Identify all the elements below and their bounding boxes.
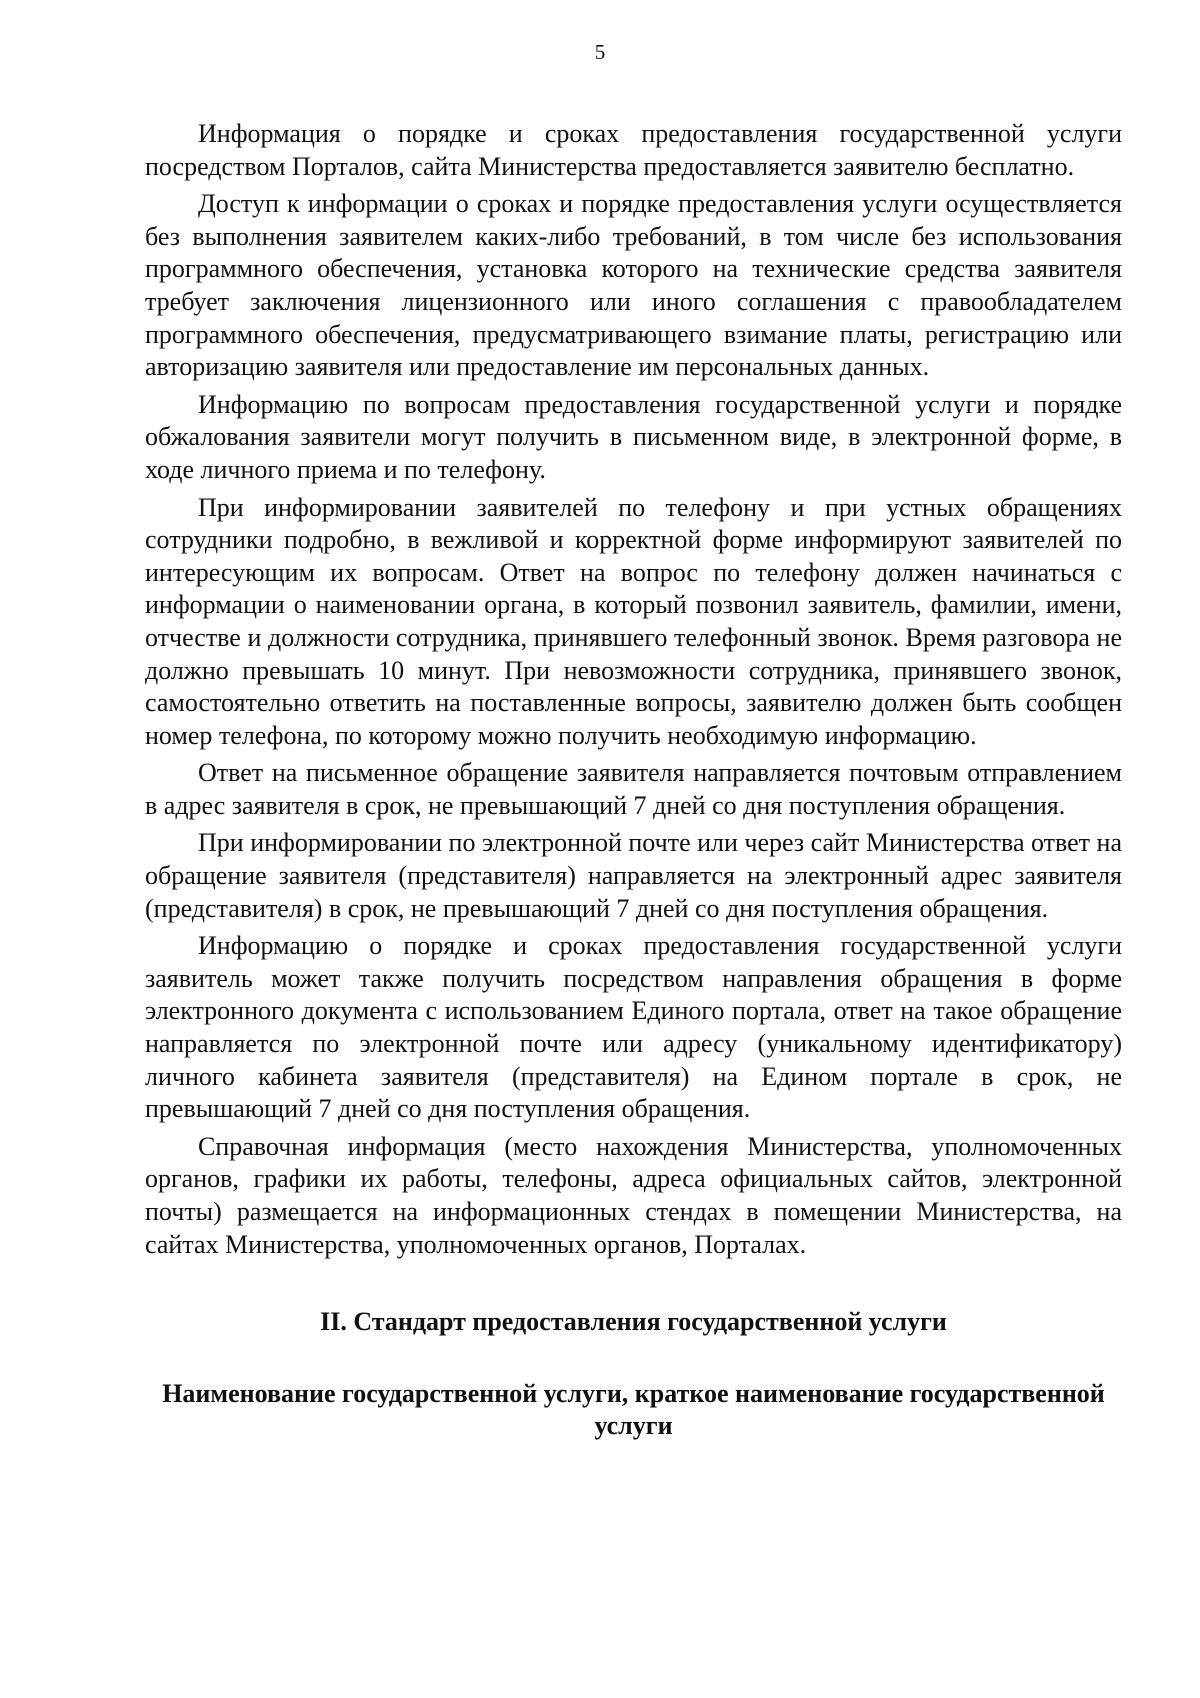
document-body xyxy=(145,118,1122,1442)
paragraph-written-reply: Ответ на письменное обращение заявителя направляется почтовым отправлением в адрес заявителя в срок, не превышающий 7 дней со дня поступления обращения. xyxy=(145,758,1122,820)
paragraph-info-channels: Информацию по вопросам предоставления государственной услуги и порядке обжалования заявители могут получить в письменном виде, в электронной форме, в ходе личного приема и по телефону. xyxy=(145,389,1122,484)
paragraph-unified-portal: Информацию о порядке и сроках предоставления государственной услуги заявитель может также получить посредством направления обращения в форме электронного документа с использованием Единого портала, ответ на такое обращение направляется по электронной почте или адресу (уникальному идентификатору) личного кабинета заявителя (представителя) на Едином портале в срок, не превышающий 7 дней со дня поступления обращения. xyxy=(145,931,1122,1124)
section-title: II. Стандарт предоставления государственной услуги xyxy=(320,1307,947,1337)
paragraph-email-reply: При информировании по электронной почте или через сайт Министерства ответ на обращение заявителя (представителя) направляется на электронный адрес заявителя (представителя) в срок, не превышающий 7 дней со дня поступления обращения. xyxy=(145,828,1123,923)
paragraph-access-info: Доступ к информации о сроках и порядке предоставления услуги осуществляется без выполнения заявителем каких-либо требований, в том числе без использования программного обеспечения, установка которого на технические средства заявителя требует заключения лицензионного или иного соглашения с правообладателем программного обеспечения, предусматривающего взимание платы, регистрацию или авторизацию заявителя или предоставление им персональных данных. xyxy=(145,189,1122,382)
page-number: 5 xyxy=(594,40,606,64)
subsection-title: Наименование государственной услуги, краткое наименование государственной услуги xyxy=(162,1379,1105,1441)
paragraph-reference-info: Справочная информация (место нахождения Министерства, уполномоченных органов, графики их работы, телефоны, адреса официальных сайтов, электронной почты) размещается на информационных стендах в помещении Министерства, на сайтах Министерства, уполномоченных органов, Порталах. xyxy=(145,1131,1122,1259)
paragraph-phone-informing: При информировании заявителей по телефону и при устных обращениях сотрудники подробно, в вежливой и корректной форме информируют заявителей по интересующим их вопросам. Ответ на вопрос по телефону должен начинаться с информации о наименовании органа, в который позвонил заявитель, фамилии, имени, отчестве и должности сотрудника, принявшего телефонный звонок. Время разговора не должно превышать 10 минут. При невозможности сотрудника, принявшего звонок, самостоятельно ответить на поставленные вопросы, заявителю должен быть сообщен номер телефона, по которому можно получить необходимую информацию. xyxy=(145,492,1122,750)
paragraph-info-free: Информация о порядке и сроках предоставления государственной услуги посредством Порталов, сайта Министерства предоставляется заявителю бесплатно. xyxy=(145,119,1122,181)
